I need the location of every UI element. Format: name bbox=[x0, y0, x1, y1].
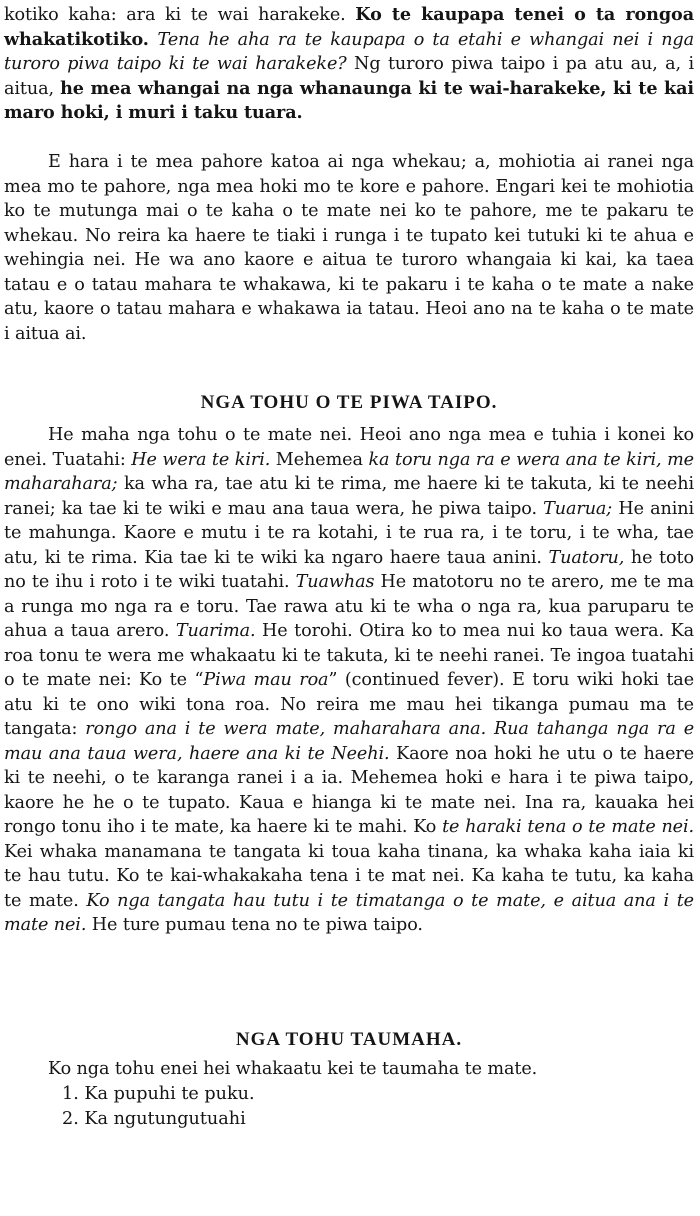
p3-k: He matotoru no te arero, me te ma a runga mo nga ra e toru. Tae rawa atu ki te wha o nga ra, kua paruparu te ahua a taua arero. bbox=[4, 572, 694, 641]
p3-r: te haraki tena o te mate nei. bbox=[442, 817, 695, 837]
p3-h: Tuatoru, bbox=[548, 547, 625, 568]
paragraph-1-sentence-5: he mea whangai na nga whanaunga ki te wai-harakeke, ki te kai maro hoki, i muri i taku tuara. bbox=[4, 77, 694, 123]
p3-n: Piwa mau roa bbox=[203, 670, 329, 690]
p3-j: Tuawhas bbox=[295, 572, 375, 592]
paragraph-1 bbox=[4, 3, 694, 126]
p3-m: He torohi. Otira ko to mea nui ko taua wera. Ka roa tonu te wera me whakaatu ki te takuta, ki te neehi ranei. Te ingoa tuatahi o te mate nei: Ko te “ bbox=[4, 621, 695, 690]
section-heading-severe-signs: NGA TOHU TAUMAHA. bbox=[235, 1029, 463, 1050]
paragraph-1-sentence-1: kotiko kaha: ara ki te wai harakeke. bbox=[4, 5, 356, 25]
paragraph-3 bbox=[4, 423, 694, 938]
paragraph-1-question: Tena he aha ra te kaupapa o ta etahi e whangai nei i nga turoro piwa taipo ki te wai harakeke? bbox=[4, 29, 694, 74]
paragraph-1-sentence-4: Ng turoro piwa taipo i pa atu au, a, i aitua, bbox=[4, 54, 694, 99]
p3-a: He maha nga tohu o te mate nei. Heoi ano nga mea e tuhia i konei ko enei. Tuatahi: bbox=[4, 425, 694, 470]
p3-l: Tuarima. bbox=[175, 621, 256, 641]
p3-d: ka toru nga ra e wera ana te kiri, me maharahara; bbox=[4, 449, 694, 494]
p3-b: He wera te kiri. bbox=[131, 449, 271, 470]
p3-e: ka wha ra, tae atu ki te rima, me haere ki te takuta, ki te neehi ranei; ka tae ki te wiki e mau ana taua wera, he piwa taipo. bbox=[4, 474, 694, 519]
p3-c: Mehemea bbox=[270, 449, 369, 470]
paragraph-2: E hara i te mea pahore katoa ai nga whekau; a, mohiotia ai ranei nga mea mo te pahore, nga mea hoki mo te kore e pahore. Engari kei te mohiotia ko te mutunga mai o te kaha o te mate nei ko te pahore, me te pakaru te whekau. No reira ka haere te tiaki i runga i te tupato kei tutuki ki te ahua e wehingia nei. He wa ano kaore e aitua te turoro whangaia ki kai, ka taea tatau e o tatau mahara te whakawa, ki te pakaru i te kaha o te mate a nake atu, kaore o tatau mahara e whakawa ia tatau. Heoi ano na te kaha o te mate i aitua ai. bbox=[4, 152, 694, 344]
section-heading-symptoms: NGA TOHU O TE PIWA TAIPO. bbox=[200, 392, 498, 413]
p3-p: rongo ana i te wera mate, maharahara ana. Rua tahanga nga ra e mau ana taua wera, haere ana ki te Neehi. bbox=[4, 719, 695, 764]
p3-o: ” (continued fever). E toru wiki hoki tae atu ki te ono wiki tona roa. No reira me mau hei tikanga pumau ma te tangata: bbox=[4, 670, 695, 739]
paragraph-1-sentence-2: Ko te kaupapa tenei o ta rongoa whakatikotiko. bbox=[4, 4, 694, 50]
p3-i: he toto no te ihu i roto i te wiki tuatahi. bbox=[4, 547, 694, 592]
p3-q: Kaore noa hoki he utu o te haere ki te neehi, o te karanga ranei i a ia. Mehemea hoki e hara i te piwa taipo, kaore he he o te tupato. Kaua e hianga ki te mate nei. Ina ra, kauaka hei rongo tonu iho i te mate, ka haere ki te mahi. Ko bbox=[4, 743, 695, 837]
p3-f: Tuarua; bbox=[543, 498, 613, 519]
list-item: 1. Ka pupuhi te puku. bbox=[62, 1084, 255, 1104]
p3-t: Ko nga tangata hau tutu i te timatanga o te mate, e aitua ana i te mate nei. bbox=[4, 890, 694, 935]
paragraph-4: Ko nga tohu enei hei whakaatu kei te taumaha te mate. bbox=[48, 1059, 538, 1079]
p3-s: Kei whaka manamana te tangata ki toua kaha tinana, ka whaka kaha iaia ki te hau tutu. Ko te kai-whakakaha tena i te mat nei. Ka kaha te tutu, ka kaha te mate. bbox=[4, 841, 694, 911]
list-item: 2. Ka ngutungutuahi bbox=[62, 1109, 246, 1129]
p3-g: He anini te mahunga. Kaore e mutu i te ra kotahi, i te rua ra, i te toru, i te wha, tae atu, ki te rima. Kia tae ki te wiki ka ngaro haere taua anini. bbox=[4, 498, 694, 568]
p3-u: He ture pumau tena no te piwa taipo. bbox=[86, 915, 423, 935]
